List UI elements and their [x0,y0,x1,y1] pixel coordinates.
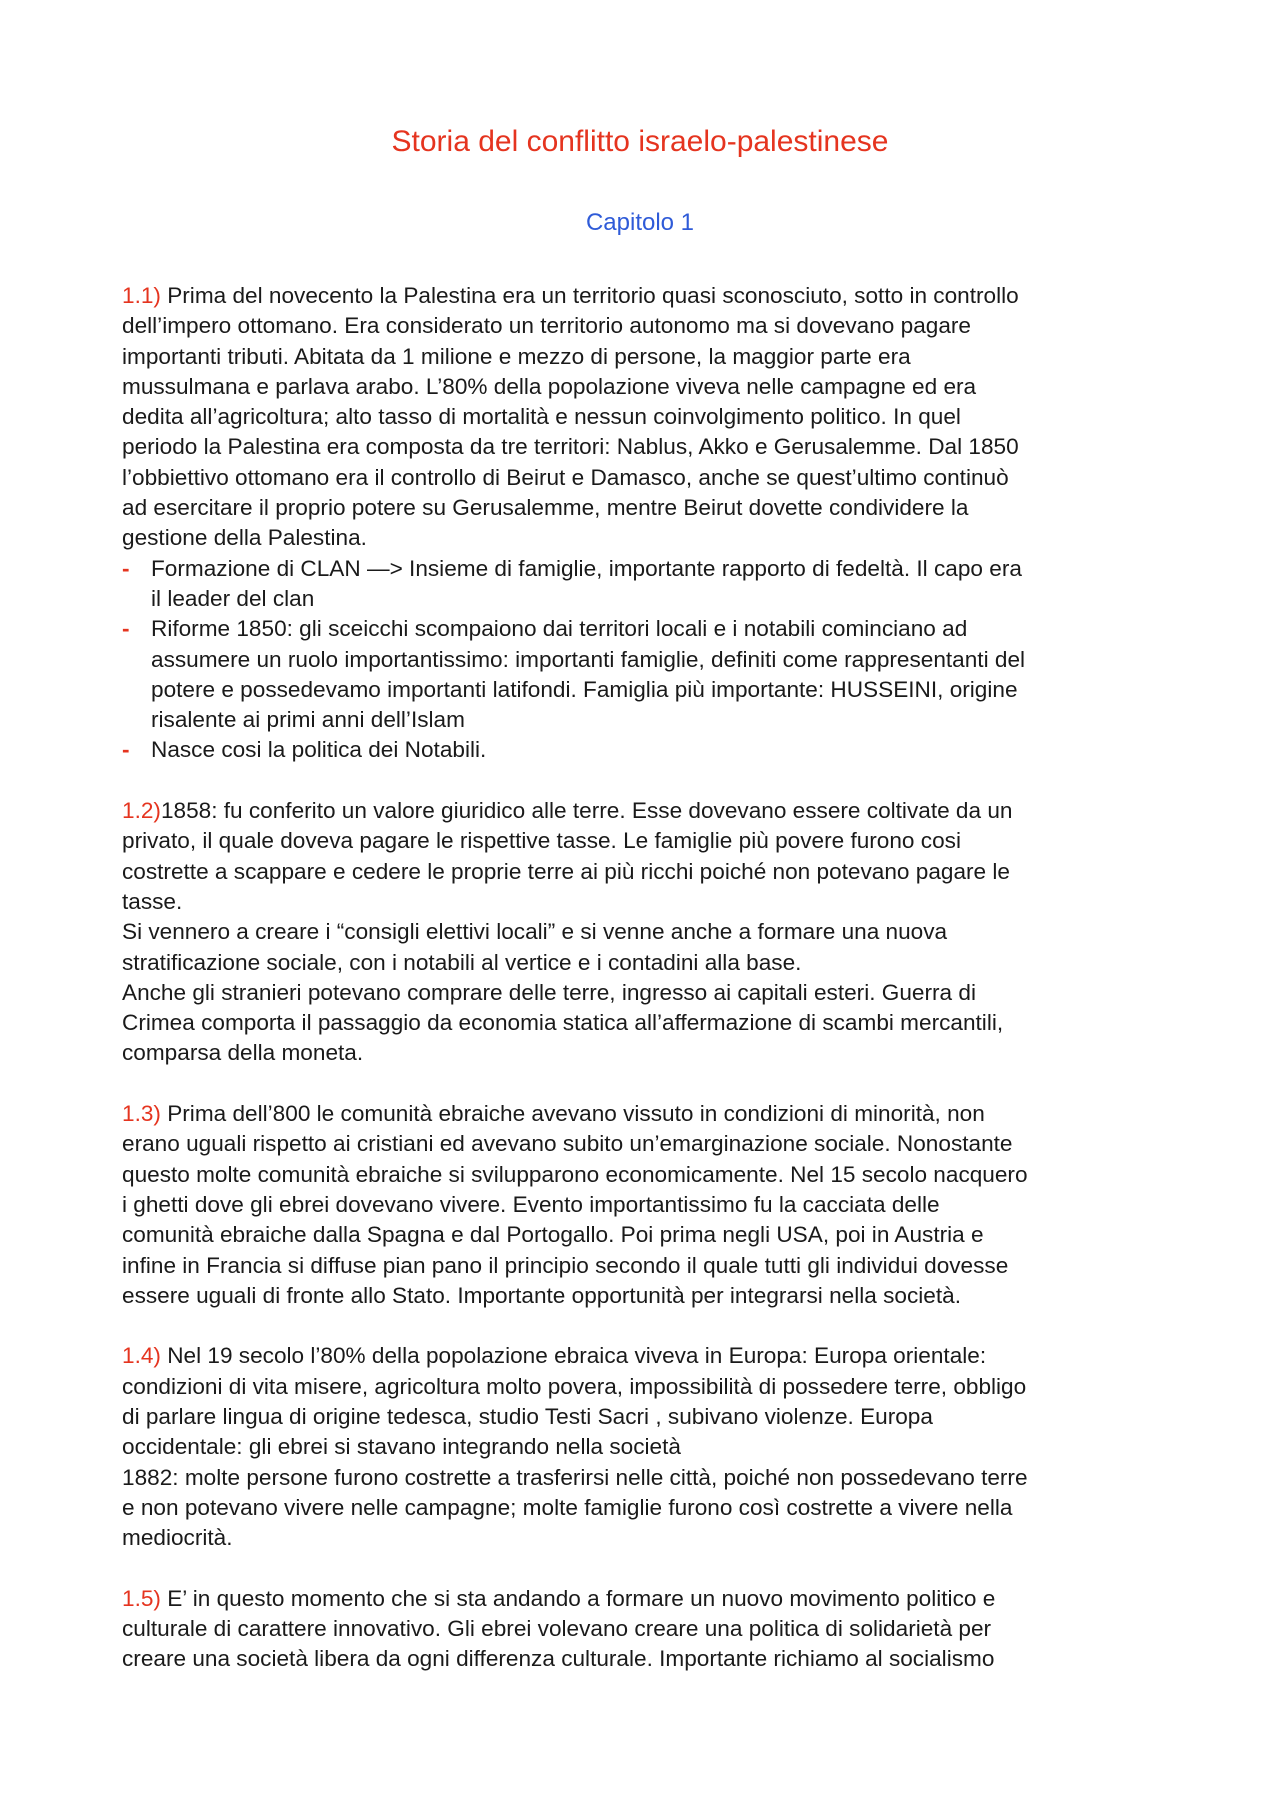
text-line: 1.3) Prima dell’800 le comunità ebraiche avevano vissuto in condizioni di minorità, non [122,1101,985,1127]
text-line: 1882: molte persone furono costrette a trasferirsi nelle città, poiché non possedevano terre [122,1464,1028,1490]
text-line: 1.4) Nel 19 secolo l’80% della popolazione ebraica viveva in Europa: Europa orientale: [122,1343,987,1369]
text-line: assumere un ruolo importantissimo: importanti famiglie, definiti come rappresentanti del [151,646,1026,672]
chapter-heading: Capitolo 1 [585,209,695,236]
text-line: 1.5) E’ in questo momento che si sta andando a formare un nuovo movimento politico e [122,1585,996,1611]
dash-bullet-icon: - [122,616,130,642]
text-line: stratificazione sociale, con i notabili al vertice e i contadini alla base. [122,949,802,975]
text-line: costrette a scappare e cedere le proprie terre ai più ricchi poiché non potevano pagare le [122,858,1010,884]
text-line: l’obbiettivo ottomano era il controllo di Beirut e Damasco, anche se quest’ultimo continuò [122,464,1009,490]
text-line: comparsa della moneta. [122,1040,364,1066]
text-line: Riforme 1850: gli sceicchi scompaiono dai territori locali e i notabili cominciano ad [151,616,968,642]
text-line: Formazione di CLAN —> Insieme di famiglie, importante rapporto di fedeltà. Il capo era [151,555,1022,581]
text-line: risalente ai primi anni dell’Islam [151,707,465,733]
text-line: gestione della Palestina. [122,525,367,551]
text-line: mussulmana e parlava arabo. L’80% della popolazione viveva nelle campagne ed era [122,373,977,399]
text-line: Si vennero a creare i “consigli elettivi locali” e si venne anche a formare una nuova [122,919,948,945]
section-number: 1.4) [122,1343,161,1369]
text-line: infine in Francia si diffuse pian pano il principio secondo il quale tutti gli individui dovesse [122,1252,1009,1278]
text-line: dell’impero ottomano. Era considerato un territorio autonomo ma si dovevano pagare [122,313,971,339]
bullet-item-riforme [122,614,1177,735]
text-line: i ghetti dove gli ebrei dovevano vivere. Evento importantissimo fu la cacciata delle [122,1191,940,1217]
bullet-item-notabili [122,735,1177,765]
text-line: Nasce cosi la politica dei Notabili. [151,737,487,763]
section-1-5 [122,1584,1177,1675]
dash-bullet-icon: - [122,737,130,763]
section-1-3 [122,1099,1177,1311]
section-1-4 [122,1341,1177,1553]
text-line: Anche gli stranieri potevano comprare delle terre, ingresso ai capitali esteri. Guerra di [122,979,976,1005]
section-number: 1.3) [122,1101,161,1127]
text-line: periodo la Palestina era composta da tre territori: Nablus, Akko e Gerusalemme. Dal 1850 [122,434,1019,460]
text-line: erano uguali rispetto ai cristiani ed avevano subito un’emarginazione sociale. Nonostante [122,1131,1013,1157]
section-number: 1.5) [122,1585,161,1611]
text-line: 1.2)1858: fu conferito un valore giuridico alle terre. Esse dovevano essere coltivate da un [122,798,1013,824]
section-1-2 [122,796,1177,1069]
dash-bullet-icon: - [122,555,130,581]
section-number: 1.1) [122,283,161,308]
text-line: privato, il quale doveva pagare le rispettive tasse. Le famiglie più povere furono cosi [122,828,961,854]
text-line: di parlare lingua di origine tedesca, studio Testi Sacri , subivano violenze. Europa [122,1403,933,1429]
text-line: potere e possedevamo importanti latifondi. Famiglia più importante: HUSSEINI, origine [151,676,1018,702]
text-line: culturale di carattere innovativo. Gli ebrei volevano creare una politica di solidarietà per [122,1616,992,1642]
text-line: questo molte comunità ebraiche si svilupparono economicamente. Nel 15 secolo nacquero [122,1161,1028,1187]
section-1-1 [122,281,1177,554]
text-line: comunità ebraiche dalla Spagna e dal Portogallo. Poi prima negli USA, poi in Austria e [122,1222,984,1248]
bullet-list [122,554,1177,766]
text-line: importanti tributi. Abitata da 1 milione e mezzo di persone, la maggior parte era [122,343,911,369]
text-line: tasse. [122,888,183,914]
text-line: occidentale: gli ebrei si stavano integrando nella società [122,1434,681,1460]
document-title: Storia del conflitto israelo-palestinese [391,125,889,158]
bullet-item-clan [122,554,1177,615]
text-line: Crimea comporta il passaggio da economia statica all’affermazione di scambi mercantili, [122,1010,1004,1036]
text-line: il leader del clan [151,585,315,611]
text-line: condizioni di vita misere, agricoltura molto povera, impossibilità di possedere terre, obbligo [122,1373,1027,1399]
section-number: 1.2) [122,798,161,824]
text-line: e non potevano vivere nelle campagne; molte famiglie furono così costrette a vivere nella [122,1494,1013,1520]
text-line: ad esercitare il proprio potere su Gerusalemme, mentre Beirut dovette condividere la [122,495,969,521]
text-line: 1.1) Prima del novecento la Palestina era un territorio quasi sconosciuto, sotto in controllo [122,283,1019,308]
text-line: mediocrità. [122,1525,233,1551]
text-line: dedita all’agricoltura; alto tasso di mortalità e nessun coinvolgimento politico. In quel [122,404,961,430]
document-body [122,281,1177,1675]
text-line: creare una società libera da ogni differenza culturale. Importante richiamo al socialismo [122,1646,995,1672]
text-line: essere uguali di fronte allo Stato. Importante opportunità per integrarsi nella società. [122,1282,961,1308]
